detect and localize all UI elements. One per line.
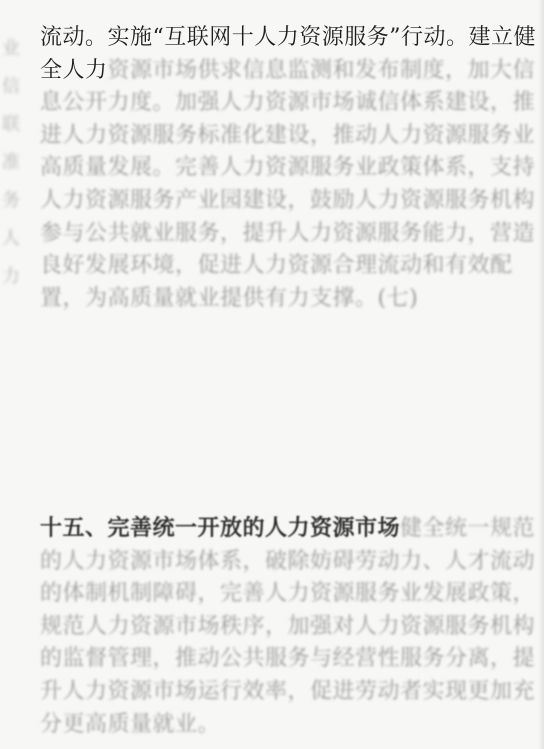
paragraph-1-first-line: 流动。实施“互联网十人力资源服务”行动。建立健全人力 xyxy=(40,25,536,83)
paragraph-2-body: 健全统一规范的人力资源市场体系，破除妨碍劳动力、人才流动的体制机制障碍，完善人力资源服务业发展政策，规范人力资源市场秩序，加强对人力资源服务机构的监督管理，推动公共服务与经营性服务分离，提升人力资源市场运行效率，促进劳动者实现更加充分更高质量就业。 xyxy=(40,516,536,737)
left-margin-bleed-text: 业信联准务人力 xyxy=(2,38,20,287)
section-heading: 十五、完善统一开放的人力资源市场 xyxy=(40,515,401,541)
page-edge-shadow xyxy=(538,0,544,749)
paragraph-2 xyxy=(40,512,536,741)
paragraph-1-body: 资源市场供求信息监测和发布制度，加大信息公开力度。加强人力资源市场诚信体系建设，推进人力资源服务标准化建设，推动人力资源服务业高质量发展。完善人力资源服务业政策体系，支持人力资源服务产业园建设，鼓励人力资源服务机构参与公共就业服务，提升人力资源服务能力，营造良好发展环境，促进人力资源合理流动和有效配置，为高质量就业提供有力支撑。(七) xyxy=(40,57,536,311)
paragraph-1 xyxy=(40,22,536,315)
